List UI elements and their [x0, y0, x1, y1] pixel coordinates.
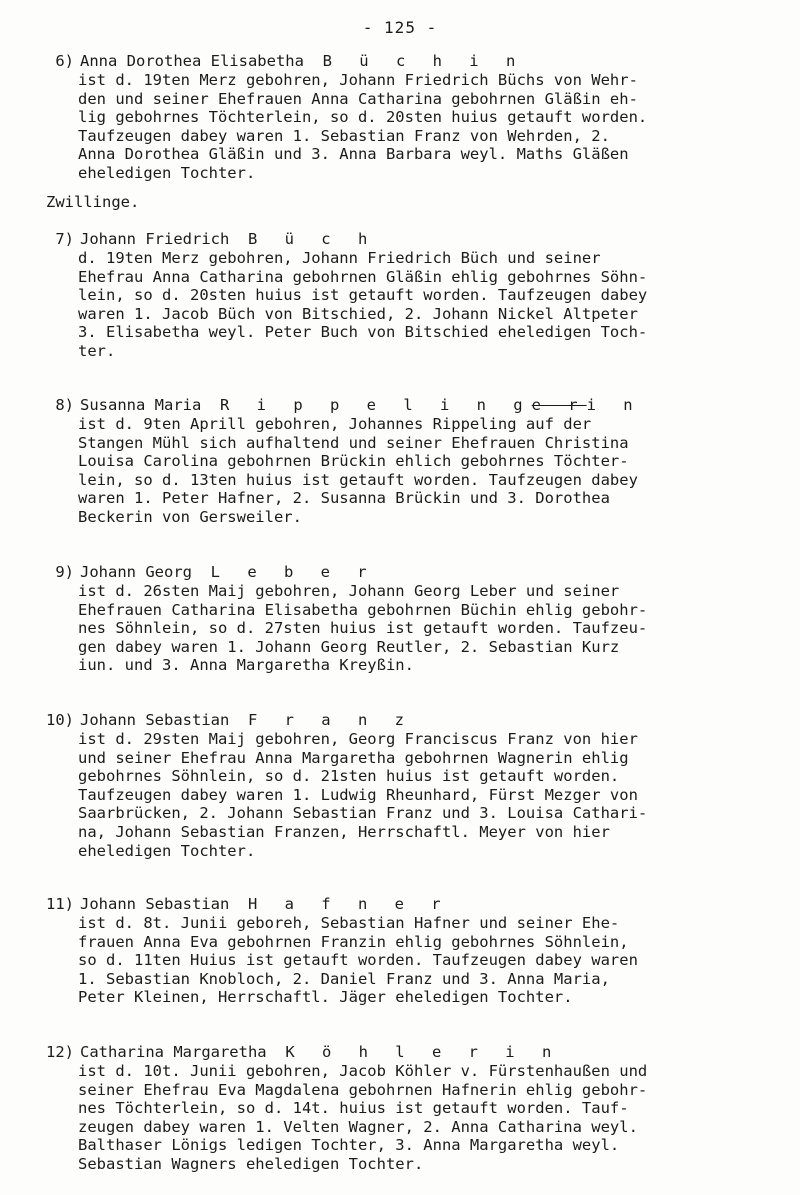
baptism-entry [28, 711, 780, 860]
entry-text-line: waren 1. Peter Hafner, 2. Susanna Brückin und 3. Dorothea [78, 489, 610, 508]
entry-surname: L e b e r [210, 563, 376, 581]
entry-text [78, 730, 780, 860]
entry-given-name: Johann Sebastian [80, 711, 230, 729]
entry-surname: B ü c h [247, 230, 377, 248]
entry-heading [28, 895, 780, 914]
entry-text-line: Peter Kleinen, Herrschaftl. Jäger eheledigen Tochter. [78, 988, 573, 1007]
entry-text-line: ist d. 10t. Junii gebohren, Jacob Köhler v. Fürstenhaußen und [78, 1062, 648, 1080]
entry-heading [28, 711, 780, 730]
entry-text-line: 3. Elisabetha weyl. Peter Buch von Bitschied eheledigen Toch- [78, 323, 648, 342]
entry-given-name: Johann Friedrich [80, 230, 230, 248]
entry-given-name: Johann Sebastian [80, 895, 230, 913]
entry-text-line: ist d. 9ten Aprill gebohren, Johannes Rippeling auf der [78, 415, 592, 433]
entry-given-name: Anna Dorothea Elisabetha [80, 52, 304, 70]
entry-text-line: ist d. 19ten Merz gebohren, Johann Friedrich Büchs von Wehr- [78, 71, 638, 89]
entry-text-line: zeugen dabey waren 1. Velten Wagner, 2. Anna Catharina weyl. [78, 1117, 638, 1136]
entry-text-line: Saarbrücken, 2. Johann Sebastian Franz und 3. Louisa Cathari- [78, 804, 648, 823]
baptism-entry [28, 52, 780, 183]
entry-text-line: Taufzeugen dabey waren 1. Ludwig Rheunhard, Fürst Mezger von [78, 785, 638, 804]
entry-text-line: Louisa Carolina gebohrnen Brückin ehlich gebohrnes Töchter- [78, 452, 629, 471]
entry-number: 11) [46, 895, 74, 913]
entry-text-line: Ehefrau Anna Catharina gebohrnen Gläßin ehlig gebohrnes Söhn- [78, 267, 648, 286]
entry-number: 10) [46, 711, 74, 729]
entry-heading [28, 563, 780, 582]
section-label-twins: Zwillinge. [46, 193, 140, 211]
entry-text-line: so d. 11ten Huius ist getauft worden. Taufzeugen dabey waren [78, 951, 638, 970]
entry-number: 7) [55, 230, 74, 248]
entry-surname: F r a n z [247, 711, 413, 729]
entry-text-line: eheledigen Tochter. [78, 163, 256, 182]
entry-text-line: Beckerin von Gersweiler. [78, 507, 302, 526]
entry-number: 12) [46, 1043, 74, 1061]
baptism-entry [28, 230, 780, 361]
entry-surname: R i p p e l i n g [220, 396, 532, 414]
baptism-entry [28, 895, 780, 1007]
entry-text-line: den und seiner Ehefrauen Anna Catharina gebohrnen Gläßin eh- [78, 89, 638, 108]
entry-given-name: Johann Georg [80, 563, 192, 581]
page-number: - 125 - [362, 18, 438, 37]
entry-text-line: iun. und 3. Anna Margaretha Kreyßin. [78, 656, 414, 675]
baptism-entry [28, 396, 780, 527]
entry-surname: B ü c h i n [322, 52, 525, 70]
entry-surname-ending: i n [586, 396, 642, 414]
entry-text-line: na, Johann Sebastian Franzen, Herrschaftl. Meyer von hier [78, 822, 610, 841]
baptism-entry [28, 1043, 780, 1174]
entry-text-line: gen dabey waren 1. Johann Georg Reutler, 2. Sebastian Kurz [78, 637, 620, 656]
entry-given-name: Susanna Maria [80, 396, 202, 414]
entry-text-line: lig gebohrnes Töchterlein, so d. 20sten huius getauft worden. [78, 108, 648, 127]
entry-text [78, 71, 780, 183]
entry-text-line: Stangen Mühl sich aufhaltend und seiner Ehefrauen Christina [78, 433, 629, 452]
entry-text-line: waren 1. Jacob Büch von Bitschied, 2. Johann Nickel Altpeter [78, 304, 638, 323]
entry-text-line: Balthaser Lönigs ledigen Tochter, 3. Anna Margaretha weyl. [78, 1136, 620, 1155]
entry-surname: K ö h l e r i n [285, 1043, 561, 1061]
entry-text [78, 1062, 780, 1174]
entry-heading [28, 52, 780, 71]
entry-text-line: und seiner Ehefrau Anna Margaretha gebohrnen Wagnerin ehlig [78, 748, 629, 767]
entry-text-line: nes Söhnlein, so d. 27sten huius ist getauft worden. Taufzeu- [78, 619, 648, 638]
entry-text-line: Taufzeugen dabey waren 1. Sebastian Franz von Wehrden, 2. [78, 126, 610, 145]
entry-text-line: Sebastian Wagners eheledigen Tochter. [78, 1154, 424, 1173]
entry-text [78, 415, 780, 527]
entry-text-line: lein, so d. 13ten huius ist getauft worden. Taufzeugen dabey [78, 470, 638, 489]
entry-surname: H a f n e r [247, 895, 450, 913]
entry-surname-struck: e r [531, 396, 587, 414]
entry-text [78, 914, 780, 1007]
entry-text-line: seiner Ehefrau Eva Magdalena gebohrnen Hafnerin ehlig gebohr- [78, 1080, 648, 1099]
entry-number: 8) [55, 396, 74, 414]
entry-text-line: ist d. 29sten Maij gebohren, Georg Franciscus Franz von hier [78, 730, 638, 748]
entry-text [78, 249, 780, 361]
entry-text [78, 582, 780, 675]
baptism-entry [28, 563, 780, 675]
entry-text-line: ist d. 26sten Maij gebohren, Johann Georg Leber und seiner [78, 582, 620, 600]
entry-number: 9) [55, 563, 74, 581]
entry-heading [28, 1043, 780, 1062]
entry-text-line: lein, so d. 20sten huius ist getauft worden. Taufzeugen dabey [78, 286, 648, 305]
entry-heading [28, 396, 780, 415]
entry-number: 6) [55, 52, 74, 70]
entry-text-line: nes Töchterlein, so d. 14t. huius ist getauft worden. Tauf- [78, 1099, 629, 1118]
entry-text-line: d. 19ten Merz gebohren, Johann Friedrich Büch und seiner [78, 249, 601, 267]
entry-text-line: ist d. 8t. Junii geboreh, Sebastian Hafner und seiner Ehe- [78, 914, 620, 932]
entry-text-line: Ehefrauen Catharina Elisabetha gebohrnen Büchin ehlig gebohr- [78, 600, 648, 619]
entry-text-line: gebohrnes Söhnlein, so d. 21sten huius ist getauft worden. [78, 767, 620, 786]
entry-text-line: frauen Anna Eva gebohrnen Franzin ehlig gebohrnes Söhnlein, [78, 932, 629, 951]
entry-text-line: eheledigen Tochter. [78, 841, 256, 860]
entry-heading [28, 230, 780, 249]
entry-text-line: Anna Dorothea Gläßin und 3. Anna Barbara weyl. Maths Gläßen [78, 145, 629, 164]
entry-given-name: Catharina Margaretha [80, 1043, 267, 1061]
entry-text-line: 1. Sebastian Knobloch, 2. Daniel Franz und 3. Anna Maria, [78, 969, 610, 988]
entry-text-line: ter. [78, 341, 116, 360]
